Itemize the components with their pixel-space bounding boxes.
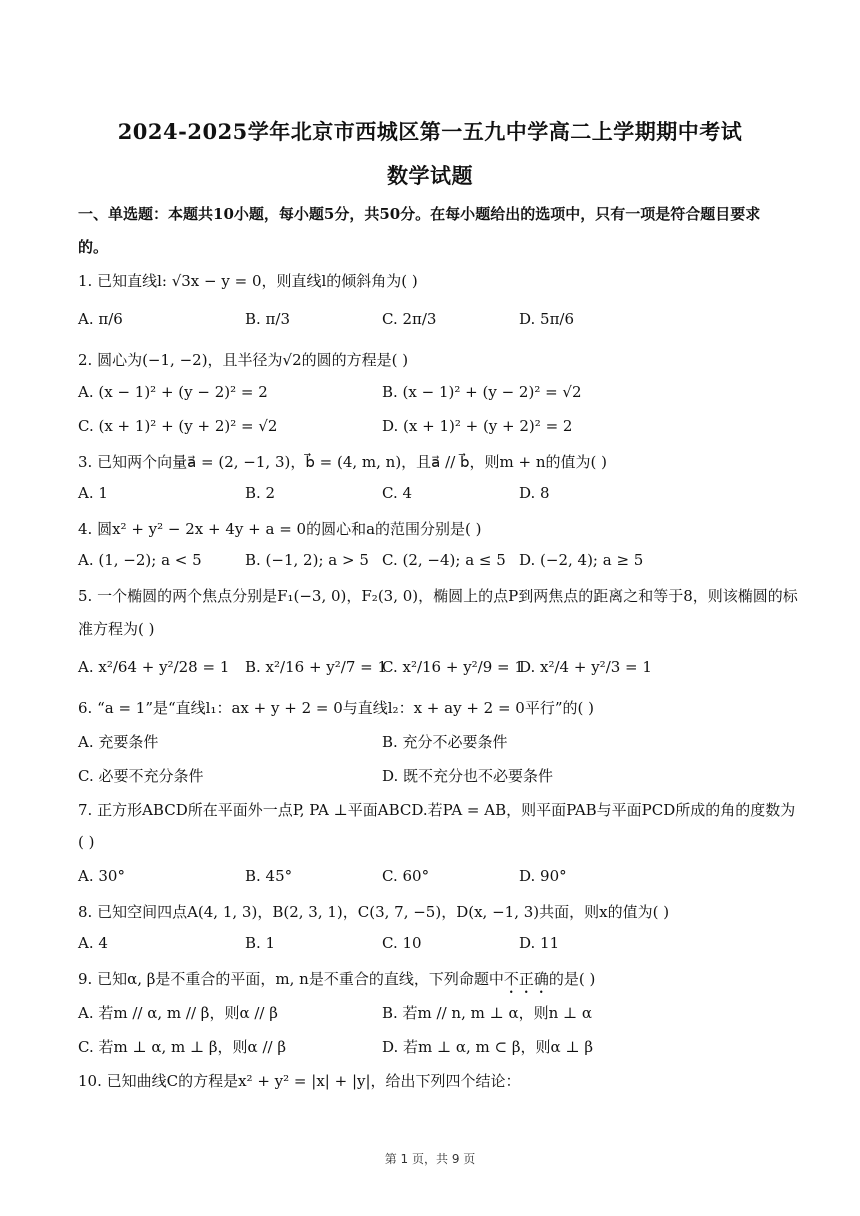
question-3-option-b: B. 2 — [245, 484, 276, 502]
question-7-option-b: B. 45° — [245, 867, 293, 885]
question-5-option-c: C. x²/16 + y²/9 = 1 — [382, 658, 524, 676]
question-2-option-b: B. (x − 1)² + (y − 2)² = √2 — [382, 383, 582, 401]
question-2-options-row-2 — [78, 417, 798, 439]
question-7-stem: 7. 正方形ABCD所在平面外一点P, PA ⊥平面ABCD.若PA = AB，则平面PAB与平面PCD所成的角的度数为 — [78, 801, 796, 819]
question-7-options — [78, 867, 798, 889]
page-subtitle: 数学试题 — [387, 163, 473, 188]
question-1-option-c: C. 2π/3 — [382, 310, 437, 328]
question-4-option-b: B. (−1, 2); a > 5 — [245, 551, 369, 569]
question-1-option-b: B. π/3 — [245, 310, 291, 328]
question-9-stem-part-2: 的是( ) — [548, 970, 596, 988]
question-7-stem-continued: ( ) — [78, 833, 95, 851]
question-8-option-a: A. 4 — [78, 934, 108, 952]
question-1-option-d: D. 5π/6 — [519, 310, 575, 328]
page-title: 2024-2025学年北京市西城区第一五九中学高二上学期期中考试 — [117, 119, 743, 144]
question-8-option-b: B. 1 — [245, 934, 276, 952]
question-3-option-d: D. 8 — [519, 484, 550, 502]
question-6-option-d: D. 既不充分也不必要条件 — [382, 767, 554, 785]
question-8-stem: 8. 已知空间四点A(4, 1, 3)，B(2, 3, 1)，C(3, 7, −5)，D(x, −1, 3)共面，则x的值为( ) — [78, 903, 670, 921]
question-3-option-c: C. 4 — [382, 484, 413, 502]
question-9-option-b: B. 若m // n, m ⊥ α，则n ⊥ α — [382, 1004, 593, 1022]
page-footer: 第 1 页，共 9 页 — [384, 1152, 476, 1166]
question-5-stem-continued: 准方程为( ) — [78, 620, 155, 638]
question-1-stem: 1. 已知直线l: √3x − y = 0，则直线l的倾斜角为( ) — [78, 272, 418, 290]
section-heading-continued: 的。 — [78, 238, 109, 256]
question-4-option-c: C. (2, −4); a ≤ 5 — [382, 551, 506, 569]
question-10-stem: 10. 已知曲线C的方程是x² + y² = |x| + |y|，给出下列四个结论： — [78, 1072, 521, 1090]
question-8-option-c: C. 10 — [382, 934, 422, 952]
question-9-options-row-2 — [78, 1036, 798, 1058]
question-5-stem: 5. 一个椭圆的两个焦点分别是F₁(−3, 0)，F₂(3, 0)，椭圆上的点P到两焦点的距离之和等于8，则该椭圆的标 — [78, 587, 798, 605]
question-6-option-c: C. 必要不充分条件 — [78, 767, 204, 785]
question-7-option-a: A. 30° — [78, 867, 125, 885]
section-heading: 一、单选题：本题共10小题，每小题5分，共50分。在每小题给出的选项中，只有一项是符合题目要求 — [78, 205, 761, 223]
question-4-stem: 4. 圆x² + y² − 2x + 4y + a = 0的圆心和a的范围分别是( ) — [78, 520, 482, 538]
question-7-option-d: D. 90° — [519, 867, 567, 885]
question-3-options — [78, 484, 798, 506]
question-1-options — [78, 310, 798, 332]
question-5-option-d: D. x²/4 + y²/3 = 1 — [519, 658, 652, 676]
question-6-option-b: B. 充分不必要条件 — [382, 733, 508, 751]
question-3-stem: 3. 已知两个向量a⃗ = (2, −1, 3)，b⃗ = (4, m, n)，且a⃗ // b⃗，则m + n的值为( ) — [78, 453, 608, 471]
question-6-option-a: A. 充要条件 — [78, 733, 159, 751]
question-2-options-row-1 — [78, 383, 798, 405]
question-9-stem-part-1: 9. 已知α, β是不重合的平面，m, n是不重合的直线，下列命题中 — [78, 970, 504, 988]
question-2-option-a: A. (x − 1)² + (y − 2)² = 2 — [78, 383, 268, 401]
question-9-stem — [78, 968, 595, 997]
question-2-option-c: C. (x + 1)² + (y + 2)² = √2 — [78, 417, 278, 435]
question-9-option-c: C. 若m ⊥ α, m ⊥ β，则α // β — [78, 1038, 286, 1056]
question-8-option-d: D. 11 — [519, 934, 560, 952]
question-2-stem: 2. 圆心为(−1, −2)，且半径为√2的圆的方程是( ) — [78, 351, 409, 369]
question-9-emphasis: 不正确 — [503, 970, 549, 988]
question-8-options — [78, 934, 798, 956]
question-6-options-row-1 — [78, 731, 798, 753]
question-5-option-a: A. x²/64 + y²/28 = 1 — [78, 658, 230, 676]
question-6-stem: 6. “a = 1”是“直线l₁：ax + y + 2 = 0与直线l₂：x + ay + 2 = 0平行”的( ) — [78, 699, 594, 717]
question-9-option-a: A. 若m // α, m // β，则α // β — [78, 1004, 278, 1022]
question-9-options-row-1 — [78, 1002, 798, 1024]
question-6-options-row-2 — [78, 765, 798, 787]
question-4-options — [78, 551, 798, 573]
question-5-options — [78, 658, 798, 680]
question-4-option-a: A. (1, −2); a < 5 — [78, 551, 202, 569]
question-5-option-b: B. x²/16 + y²/7 = 1 — [245, 658, 388, 676]
question-4-option-d: D. (−2, 4); a ≥ 5 — [519, 551, 644, 569]
question-9-option-d: D. 若m ⊥ α, m ⊂ β，则α ⊥ β — [382, 1038, 594, 1056]
question-3-option-a: A. 1 — [78, 484, 108, 502]
question-2-option-d: D. (x + 1)² + (y + 2)² = 2 — [382, 417, 573, 435]
question-1-option-a: A. π/6 — [78, 310, 123, 328]
question-7-option-c: C. 60° — [382, 867, 430, 885]
